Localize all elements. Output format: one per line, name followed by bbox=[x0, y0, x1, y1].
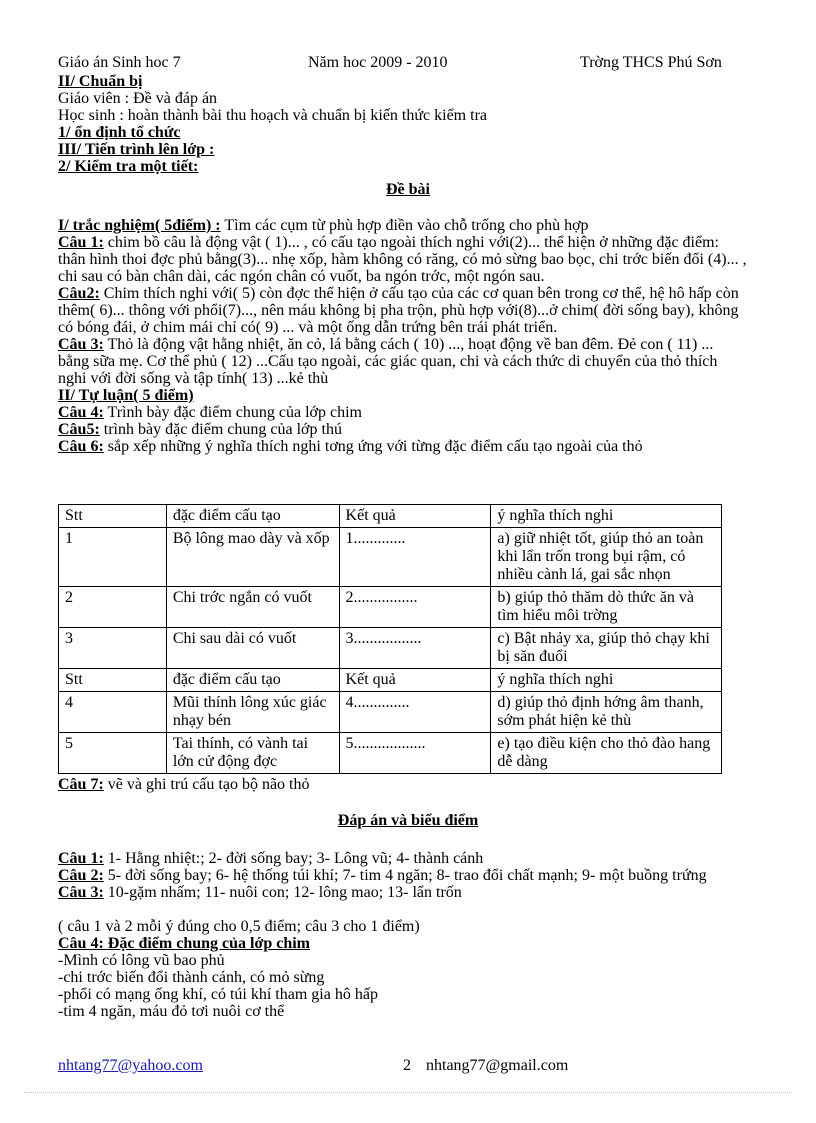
table-header-cell: Stt bbox=[59, 669, 167, 692]
q1-label: Câu 1: bbox=[58, 234, 104, 251]
table-cell: Chi sau dài có vuốt bbox=[166, 628, 339, 669]
table-cell: b) giúp thỏ thăm dò thức ăn và tìm hiểu môi trờng bbox=[491, 587, 722, 628]
table-cell: 1 bbox=[59, 528, 167, 587]
a4-line: -Mình có lông vũ bao phủ bbox=[58, 952, 225, 969]
table-row bbox=[59, 733, 722, 774]
page-header bbox=[58, 54, 758, 72]
table-cell: 3................. bbox=[339, 628, 491, 669]
a3-label: Câu 3: bbox=[58, 884, 104, 901]
table-row bbox=[59, 628, 722, 669]
table-cell: 4.............. bbox=[339, 692, 491, 733]
table-header-cell: Kết quả bbox=[339, 505, 491, 528]
prep-student: Học sinh : hoàn thành bài thu hoạch và chuẩn bị kiến thức kiểm tra bbox=[58, 107, 487, 124]
table-cell: 2 bbox=[59, 587, 167, 628]
table-header-row bbox=[59, 669, 722, 692]
q7-label: Câu 7: bbox=[58, 776, 104, 793]
q3-text: Thỏ là động vật hằng nhiệt, ăn cỏ, lá bằng cách ( 10) ..., hoạt động về ban đêm. Đẻ con ( 11) ... bằng sữa mẹ. Cơ thể phủ ( 12) ...Cấu tạo ngoài, các giác quan, chi và cách thức di chuyển của thỏ thích nghi với đời sống và tập tính( 13) ...kẻ thù bbox=[58, 336, 718, 387]
exam-part1 bbox=[58, 217, 748, 455]
footer-email-yahoo-link[interactable]: nhtang77@yahoo.com bbox=[58, 1057, 203, 1074]
q1-text: chim bồ câu là động vật ( 1)... , có cấu tạo ngoài thích nghi với(2)... thể hiện ở những đặc điểm: thân hình thoi đợc phủ bằng(3)... nhẹ xốp, hàm không có răng, có mỏ sừng bao bọc, chi trớc biến đổi (4)... , chi sau có bàn chân dài, các ngón chân có vuốt, ba ngón trớc, một ngón sau. bbox=[58, 234, 747, 285]
table-cell: 5 bbox=[59, 733, 167, 774]
q3-label: Câu 3: bbox=[58, 336, 104, 353]
table-header-cell: đặc điểm cấu tạo bbox=[166, 669, 339, 692]
q2-label: Câu2: bbox=[58, 285, 100, 302]
q7-text: vẽ và ghi trú cấu tạo bộ não thỏ bbox=[103, 776, 310, 793]
q6-label: Câu 6: bbox=[58, 438, 104, 455]
q2-text: Chim thích nghi với( 5) còn đợc thể hiện ở cấu tạo của các cơ quan bên trong cơ thể, hệ hô hấp còn thêm( 6)... thông với phổi(7)..., nên máu không bị pha trộn, phù hợp với(8)...ở chim( đời sống bay), không có bóng đái, ở chim mái chỉ có( 9) ... và một ống dẫn trứng bên trái phát triển. bbox=[58, 285, 739, 336]
table-cell: d) giúp thỏ định hớng âm thanh, sớm phát hiện kẻ thù bbox=[491, 692, 722, 733]
table-cell: Mũi thính lông xúc giác nhạy bén bbox=[166, 692, 339, 733]
prep-title: II/ Chuẩn bị bbox=[58, 73, 143, 90]
table-cell: 4 bbox=[59, 692, 167, 733]
page-footer bbox=[58, 1057, 203, 1075]
q6-text: sắp xếp những ý nghĩa thích nghi tơng ứng với từng đặc điểm cấu tạo ngoài của thỏ bbox=[103, 438, 643, 455]
part1-text: Tìm các cụm từ phù hợp điền vào chỗ trống cho phù hợp bbox=[220, 217, 589, 234]
table-cell: 3 bbox=[59, 628, 167, 669]
a2-text: 5- đời sống bay; 6- hệ thống túi khí; 7- tim 4 ngăn; 8- trao đổi chất mạnh; 9- một buồng trứng bbox=[103, 867, 707, 884]
table-header-cell: ý nghĩa thích nghi bbox=[491, 669, 722, 692]
a1-text: 1- Hằng nhiệt:; 2- đời sống bay; 3- Lông vũ; 4- thành cánh bbox=[103, 850, 484, 867]
table-cell: a) giữ nhiệt tốt, giúp thỏ an toàn khi lẩn trốn trong bụi rậm, có nhiều cành lá, gai sắc nhọn bbox=[491, 528, 722, 587]
table-row bbox=[59, 587, 722, 628]
table-row bbox=[59, 692, 722, 733]
q5-text: trình bày đặc điểm chung của lớp thú bbox=[99, 421, 342, 438]
table-cell: Chi trớc ngắn có vuốt bbox=[166, 587, 339, 628]
table-cell: Tai thính, có vành tai lớn cử động đợc bbox=[166, 733, 339, 774]
table-cell: Bộ lông mao dày và xốp bbox=[166, 528, 339, 587]
table-header-cell: Kết quả bbox=[339, 669, 491, 692]
q5-label: Câu5: bbox=[58, 421, 100, 438]
prep-org: 1/ ổn định tổ chức bbox=[58, 124, 181, 141]
a2-label: Câu 2: bbox=[58, 867, 104, 884]
a4-line: -chi trớc biến đổi thành cánh, có mỏ sừng bbox=[58, 969, 325, 986]
table-cell: 1............. bbox=[339, 528, 491, 587]
table-header-cell: ý nghĩa thích nghi bbox=[491, 505, 722, 528]
answers-section bbox=[58, 850, 748, 1020]
header-school-year: Năm hoc 2009 - 2010 bbox=[308, 54, 448, 71]
a1-label: Câu 1: bbox=[58, 850, 104, 867]
preparation-section bbox=[58, 73, 748, 175]
prep-check: 2/ Kiểm tra một tiết: bbox=[58, 158, 199, 175]
answers-title: Đáp án và biểu điểm bbox=[337, 812, 479, 829]
q4-text: Trình bày đặc điểm chung của lớp chim bbox=[103, 404, 362, 421]
a4-line: -phổi có mạng ống khí, có túi khí tham gia hô hấp bbox=[58, 986, 378, 1003]
table-cell: c) Bật nhảy xa, giúp thỏ chạy khi bị săn đuổi bbox=[491, 628, 722, 669]
table-header-cell: Stt bbox=[59, 505, 167, 528]
part1-label: I/ trắc nghiệm( 5điểm) : bbox=[58, 217, 221, 234]
footer-email-gmail: nhtang77@gmail.com bbox=[426, 1057, 569, 1074]
matching-table bbox=[58, 504, 722, 774]
a4-title: Câu 4: Đặc điểm chung của lớp chim bbox=[58, 935, 310, 952]
table-cell: 5.................. bbox=[339, 733, 491, 774]
exam-q7 bbox=[58, 776, 748, 793]
scoring-note: ( câu 1 và 2 mỗi ý đúng cho 0,5 điểm; câu 3 cho 1 điểm) bbox=[58, 918, 420, 935]
table-header-row bbox=[59, 505, 722, 528]
exam-title: Đề bài bbox=[386, 181, 430, 198]
table-header-cell: đặc điểm cấu tạo bbox=[166, 505, 339, 528]
table-row bbox=[59, 528, 722, 587]
header-subject: Giáo án Sinh hoc 7 bbox=[58, 54, 181, 71]
prep-teacher: Giáo viên : Đề và đáp án bbox=[58, 90, 218, 107]
prep-process: III/ Tiến trình lên lớp : bbox=[58, 141, 215, 158]
a4-line: -tim 4 ngăn, máu đỏ tơi nuôi cơ thể bbox=[58, 1003, 285, 1020]
a3-text: 10-gặm nhấm; 11- nuôi con; 12- lông mao; 13- lẩn trốn bbox=[103, 884, 462, 901]
page-number: 2 bbox=[403, 1057, 411, 1074]
header-school: Trờng THCS Phú Sơn bbox=[580, 54, 722, 71]
page-bottom-divider bbox=[24, 1092, 792, 1093]
part2-label: II/ Tự luận( 5 điểm) bbox=[58, 387, 194, 404]
table-cell: e) tạo điều kiện cho thỏ đào hang dễ dàng bbox=[491, 733, 722, 774]
q4-label: Câu 4: bbox=[58, 404, 104, 421]
table-cell: 2................ bbox=[339, 587, 491, 628]
